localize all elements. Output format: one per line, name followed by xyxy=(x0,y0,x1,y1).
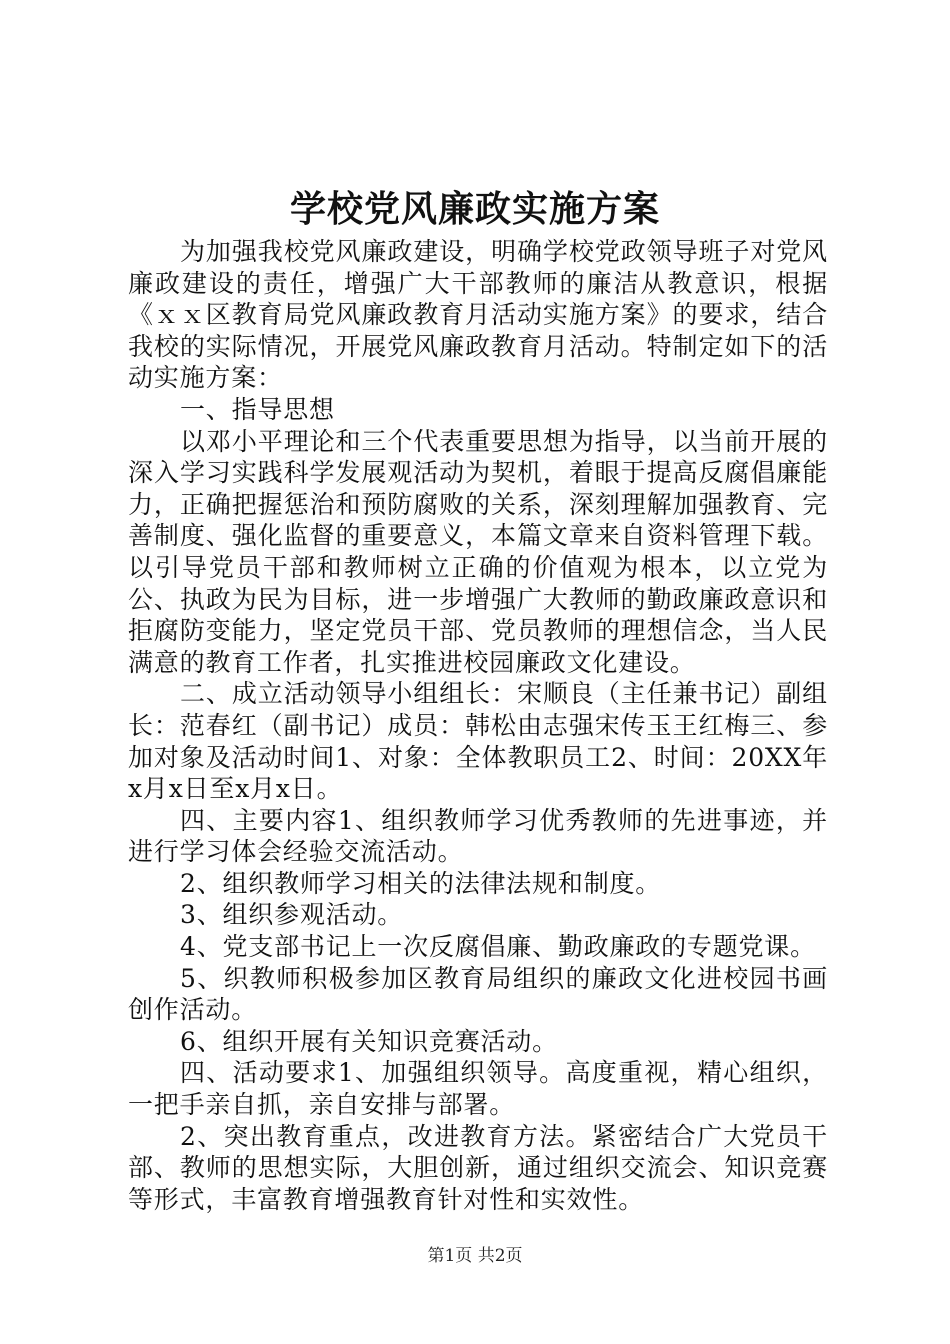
paragraph-intro: 为加强我校党风廉政建设，明确学校党政领导班子对党风廉政建设的责任，增强广大干部教师的廉洁从教意识，根据《ｘｘ区教育局党风廉政教育月活动实施方案》的要求，结合我校的实际情况，开展党风廉政教育月活动。特制定如下的活动实施方案： xyxy=(128,237,828,393)
list-item-knowledge-contest: 6、组织开展有关知识竞赛活动。 xyxy=(180,1026,558,1056)
paragraph-education-focus: 2、突出教育重点，改进教育方法。紧密结合广大党员干部、教师的思想实际，大胆创新，通过组织交流会、知识竞赛等形式，丰富教育增强教育针对性和实效性。 xyxy=(128,1121,828,1214)
page-footer: 第1页 共2页 xyxy=(427,1246,523,1266)
paragraph-activity-requirements: 四、活动要求1、加强组织领导。高度重视，精心组织，一把手亲自抓，亲自安排与部署。 xyxy=(128,1058,828,1120)
heading-guiding-ideology: 一、指导思想 xyxy=(180,394,335,424)
list-item-law-study: 2、组织教师学习相关的法律法规和制度。 xyxy=(180,868,662,898)
list-item-visit: 3、组织参观活动。 xyxy=(180,900,404,930)
paragraph-main-content: 四、主要内容1、组织教师学习优秀教师的先进事迹，并进行学习体会经验交流活动。 xyxy=(128,805,828,867)
paragraph-guiding-ideology: 以邓小平理论和三个代表重要思想为指导，以当前开展的深入学习实践科学发展观活动为契机，着眼于提高反腐倡廉能力，正确把握惩治和预防腐败的关系，深刻理解加强教育、完善制度、强化监督的重要意义，本篇文章来自资料管理下载。以引导党员干部和教师树立正确的价值观为根本，以立党为公、执政为民为目标，进一步增强广大教师的勤政廉政意识和拒腐防变能力，坚定党员干部、党员教师的理想信念，当人民满意的教育工作者，扎实推进校园廉政文化建设。 xyxy=(128,426,828,677)
document-title: 学校党风廉政实施方案 xyxy=(289,188,660,230)
list-item-calligraphy-activity: 5、织教师积极参加区教育局组织的廉政文化进校园书画创作活动。 xyxy=(128,963,828,1025)
list-item-party-lesson: 4、党支部书记上一次反腐倡廉、勤政廉政的专题党课。 xyxy=(180,932,816,962)
paragraph-leadership-group: 二、成立活动领导小组组长：宋顺良（主任兼书记）副组长：范春红（副书记）成员：韩松由志强宋传玉王红梅三、参加对象及活动时间1、对象：全体教职员工2、时间：20XX年x月x日至x月x日。 xyxy=(128,679,828,804)
document-body xyxy=(128,236,828,1215)
